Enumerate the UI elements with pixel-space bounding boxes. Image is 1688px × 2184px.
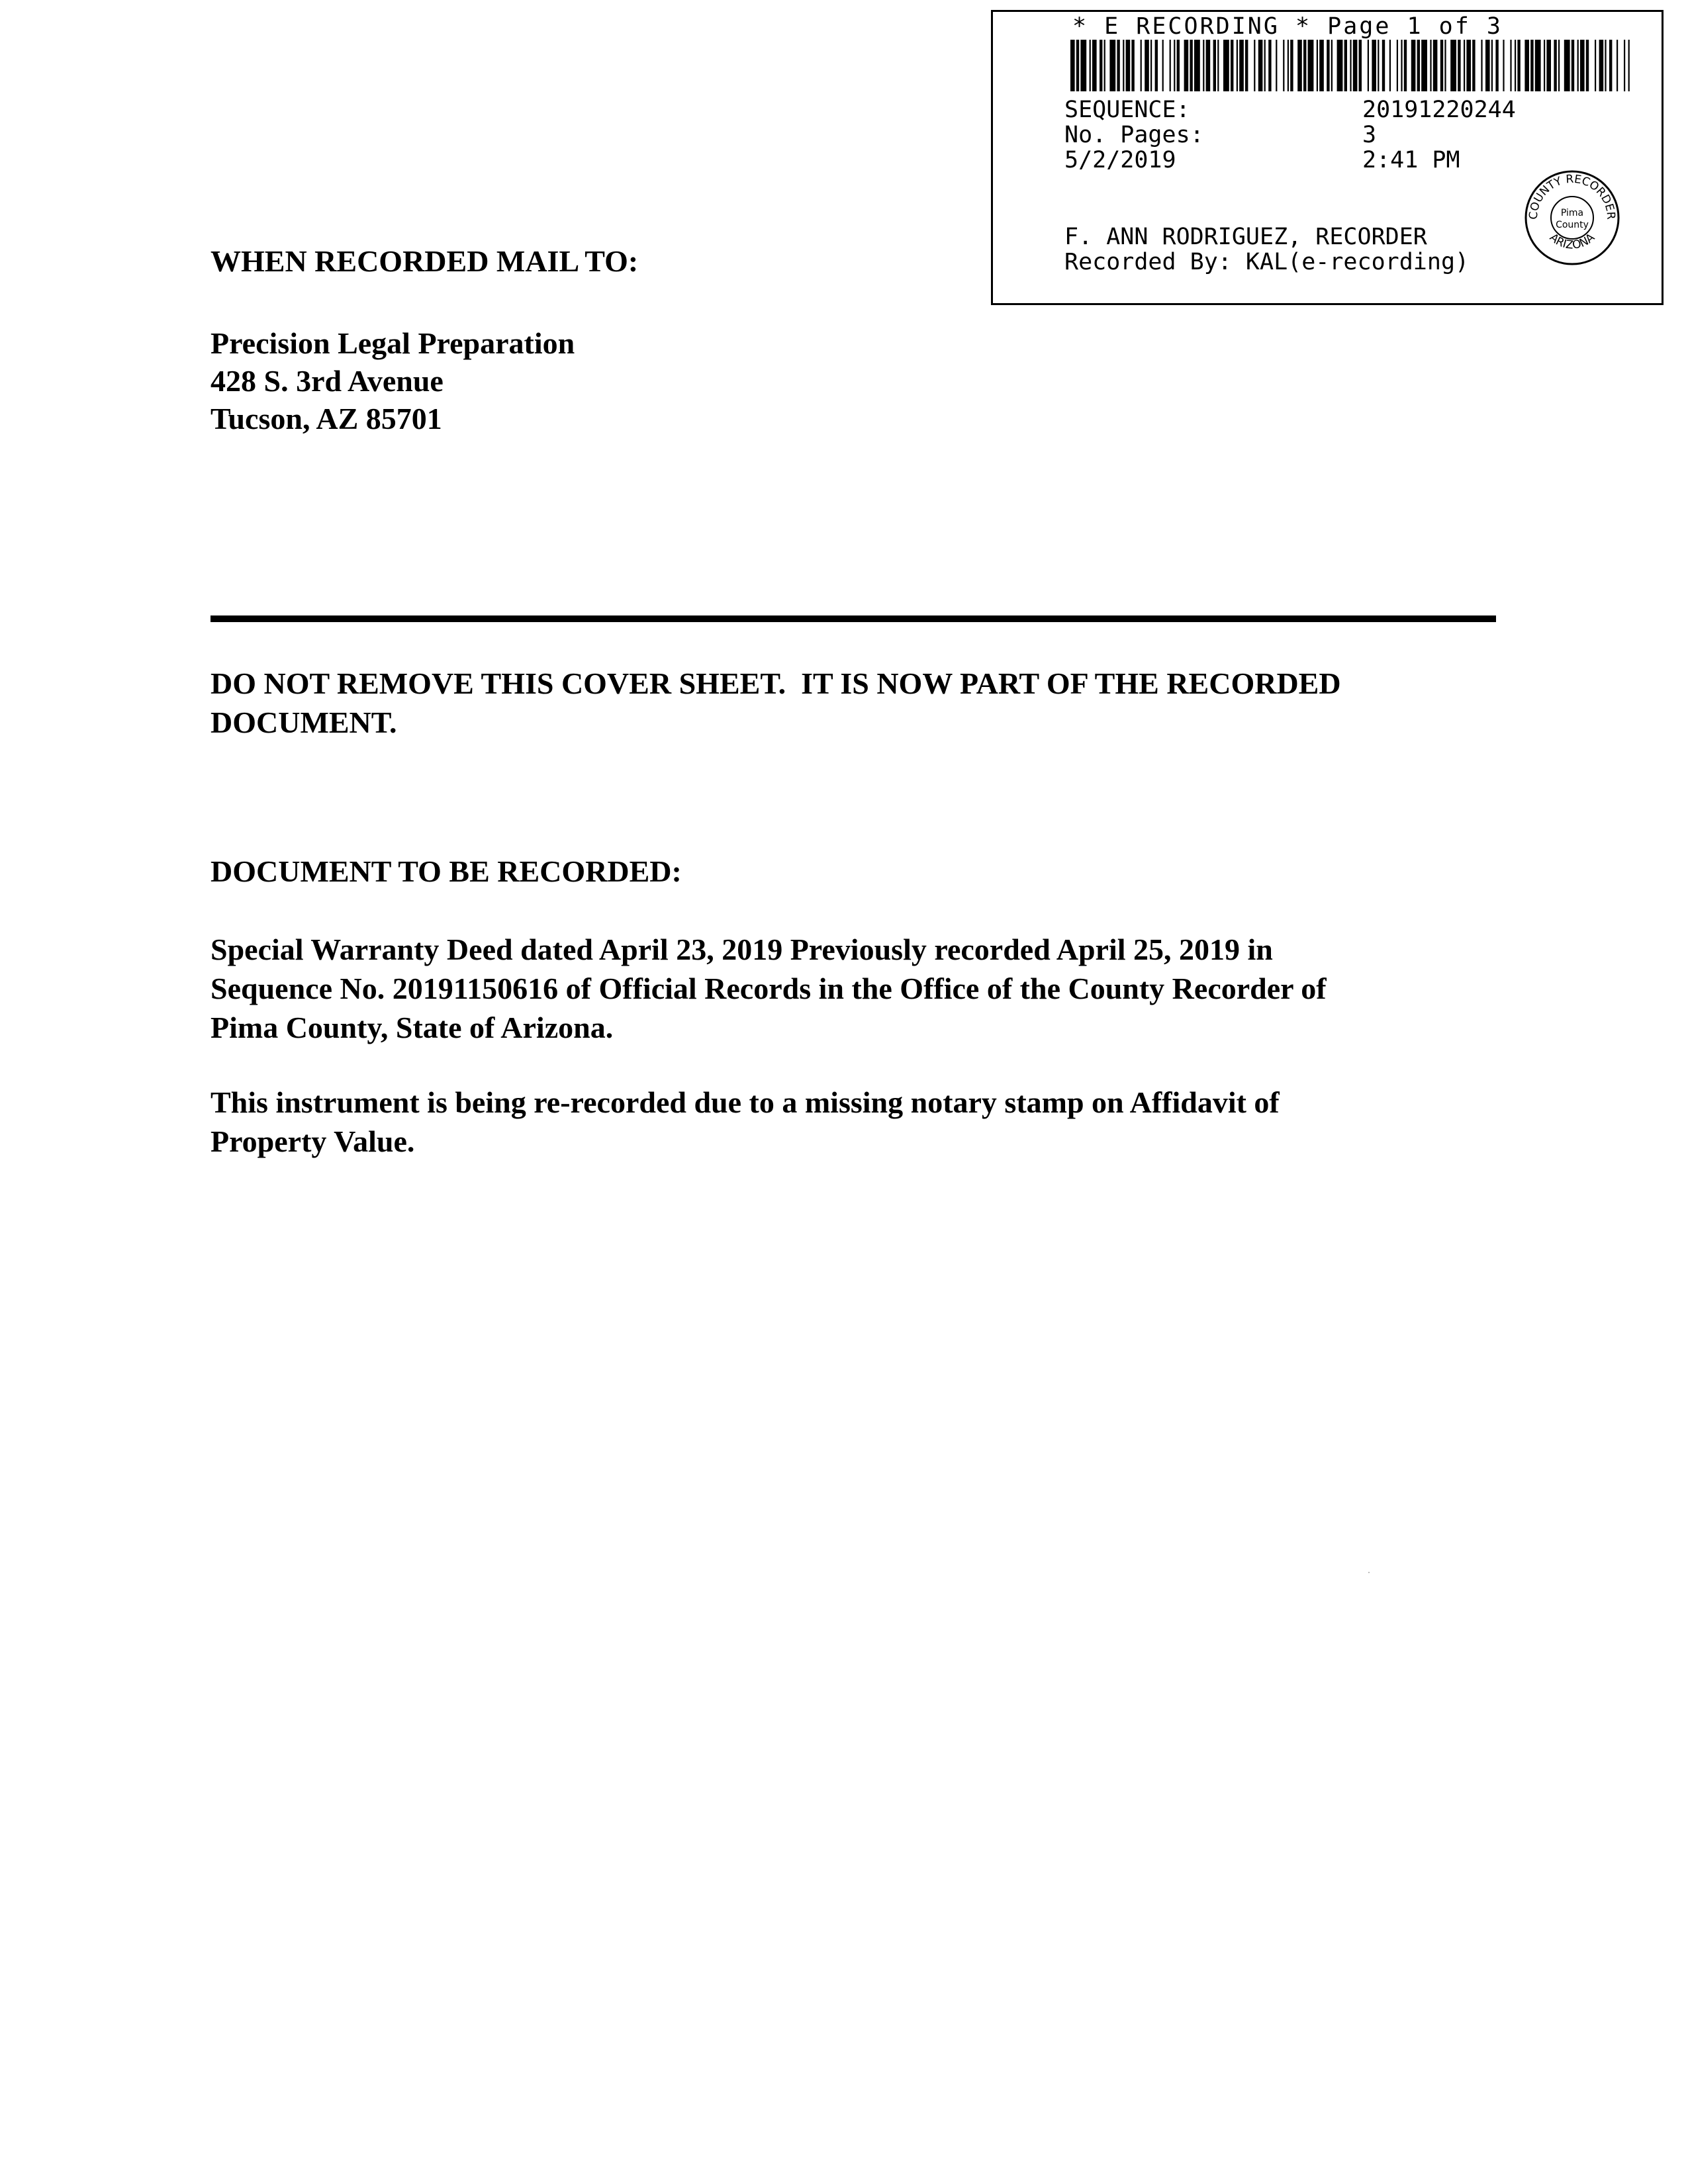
barcode-bar	[1090, 40, 1091, 91]
seal-top-text: COUNTY RECORDER	[1526, 172, 1618, 220]
barcode-bar	[1217, 40, 1219, 91]
warning-line: DO NOT REMOVE THIS COVER SHEET. IT IS NOW PART OF THE RECORDED	[211, 666, 1341, 700]
warning-line: DOCUMENT.	[211, 705, 397, 739]
recording-stamp	[991, 10, 1664, 305]
barcode-bar	[1628, 40, 1630, 91]
stamp-value: 2:41 PM	[1362, 147, 1460, 173]
mail-to-heading: WHEN RECORDED MAIL TO:	[211, 244, 639, 278]
barcode-bar	[1123, 40, 1124, 91]
barcode-bar	[1564, 40, 1570, 91]
barcode-bar	[1401, 40, 1402, 91]
reason-line: This instrument is being re-recorded due to a missing notary stamp on Affidavit of	[211, 1085, 1280, 1119]
barcode-bar	[1297, 40, 1302, 91]
address-line: 428 S. 3rd Avenue	[211, 364, 444, 398]
barcode-bar	[1389, 40, 1391, 91]
barcode-bar	[1404, 40, 1407, 91]
barcode-bar	[1417, 40, 1420, 91]
barcode-bar	[1190, 40, 1192, 91]
barcode-bar	[1264, 40, 1266, 91]
barcode-bar	[1319, 40, 1324, 91]
barcode-bar	[1131, 40, 1134, 91]
barcode-bar	[1237, 40, 1238, 91]
description-line: Pima County, State of Arizona.	[211, 1011, 614, 1044]
mail-to-address	[211, 324, 575, 437]
barcode-bar	[1327, 40, 1329, 91]
barcode-bar	[1174, 40, 1175, 91]
barcode-bar	[1239, 40, 1244, 91]
barcode-bar	[1599, 40, 1604, 91]
barcode-bar	[1605, 40, 1606, 91]
barcode-bar	[1258, 40, 1263, 91]
stamp-recorded-by: Recorded By: KAL(e-recording)	[1064, 249, 1470, 275]
county-recorder-seal-icon	[1523, 168, 1622, 267]
stamp-value: 3	[1362, 122, 1377, 148]
barcode-bar	[1145, 40, 1149, 91]
barcode-bar	[1510, 40, 1511, 91]
barcode-bar	[1080, 40, 1086, 91]
barcode-bar	[1303, 40, 1306, 91]
address-line: Tucson, AZ 85701	[211, 402, 442, 435]
rerecording-reason	[211, 1083, 1501, 1161]
barcode-bar	[1382, 40, 1385, 91]
barcode-bar	[1337, 40, 1343, 91]
barcode-bar	[1203, 40, 1204, 91]
barcode-bar	[1194, 40, 1200, 91]
seal-center-line1: Pima	[1560, 208, 1584, 218]
barcode-bar	[1331, 40, 1333, 91]
barcode-bar	[1624, 40, 1625, 91]
scan-speck	[1368, 1572, 1370, 1573]
barcode-bar	[1558, 40, 1560, 91]
barcode-bar	[1515, 40, 1516, 91]
barcode-bar	[1544, 40, 1545, 91]
barcode-bar	[1177, 40, 1180, 91]
barcode-bar	[1283, 40, 1284, 91]
barcode-bar	[1495, 40, 1498, 91]
barcode-bar	[1254, 40, 1255, 91]
description-line: Sequence No. 20191150616 of Official Records in the Office of the County Recorder of	[211, 972, 1327, 1005]
stamp-row-datetime	[1064, 147, 1460, 173]
barcode-bar	[1617, 40, 1618, 91]
barcode-bar	[1092, 40, 1097, 91]
barcode-bar	[1155, 40, 1158, 91]
barcode-bar	[1503, 40, 1504, 91]
document-description	[211, 930, 1501, 1047]
barcode-bar	[1464, 40, 1465, 91]
barcode-bar	[1472, 40, 1475, 91]
barcode-bar	[1485, 40, 1490, 91]
seal-center-line2: County	[1556, 220, 1589, 230]
barcode-bar	[1109, 40, 1115, 91]
stamp-row-pages	[1064, 122, 1377, 148]
barcode-bar	[1491, 40, 1493, 91]
barcode-bar	[1245, 40, 1248, 91]
barcode-bar	[1440, 40, 1443, 91]
barcode-bar	[1141, 40, 1142, 91]
description-line: Special Warranty Deed dated April 23, 2019 Previously recorded April 25, 2019 in	[211, 933, 1273, 966]
horizontal-rule	[211, 615, 1496, 622]
stamp-row-sequence	[1064, 97, 1516, 123]
barcode-bar	[1580, 40, 1585, 91]
barcode-bar	[1586, 40, 1589, 91]
barcode-bar	[1231, 40, 1233, 91]
barcode-bar	[1308, 40, 1314, 91]
seal-bottom-text: ARIZONA	[1546, 231, 1598, 252]
barcode-bar	[1535, 40, 1541, 91]
barcode-bar	[1397, 40, 1398, 91]
barcode-bar	[1162, 40, 1164, 91]
barcode-bar	[1359, 40, 1362, 91]
barcode-bar	[1378, 40, 1379, 91]
barcode-bar	[1530, 40, 1533, 91]
barcode-bar	[1206, 40, 1211, 91]
barcode-bar	[1458, 40, 1460, 91]
barcode-bar	[1368, 40, 1369, 91]
reason-line: Property Value.	[211, 1124, 415, 1158]
stamp-label: No. Pages:	[1064, 122, 1204, 148]
barcode-bar	[1353, 40, 1358, 91]
barcode-bar	[1595, 40, 1596, 91]
barcode-bar	[1350, 40, 1351, 91]
stamp-header: * E RECORDING * Page 1 of 3	[1072, 13, 1503, 40]
barcode-bar	[1317, 40, 1318, 91]
barcode-bar	[1290, 40, 1293, 91]
stamp-value: 20191220244	[1362, 97, 1516, 123]
barcode-bar	[1554, 40, 1556, 91]
address-line: Precision Legal Preparation	[211, 326, 575, 360]
barcode-bar	[1223, 40, 1229, 91]
barcode-bar	[1411, 40, 1416, 91]
barcode-bar	[1268, 40, 1271, 91]
barcode-bar	[1609, 40, 1612, 91]
stamp-recorder: F. ANN RODRIGUEZ, RECORDER	[1064, 224, 1427, 250]
barcode-bar	[1466, 40, 1471, 91]
barcode-bar	[1344, 40, 1347, 91]
barcode-bar	[1433, 40, 1438, 91]
barcode-bar	[1276, 40, 1277, 91]
barcode-bar	[1524, 40, 1529, 91]
barcode-bar	[1117, 40, 1119, 91]
barcode-bar	[1070, 40, 1075, 91]
barcode-bar	[1450, 40, 1456, 91]
barcode-bar	[1430, 40, 1431, 91]
barcode-bar	[1546, 40, 1551, 91]
barcode	[1070, 40, 1630, 91]
barcode-bar	[1571, 40, 1574, 91]
barcode-bar	[1170, 40, 1171, 91]
cover-sheet-warning	[211, 664, 1501, 742]
barcode-bar	[1076, 40, 1079, 91]
stamp-label: SEQUENCE:	[1064, 97, 1190, 123]
barcode-bar	[1444, 40, 1446, 91]
barcode-bar	[1288, 40, 1289, 91]
barcode-bar	[1213, 40, 1216, 91]
barcode-bar	[1421, 40, 1427, 91]
stamp-label: 5/2/2019	[1064, 147, 1176, 173]
barcode-bar	[1150, 40, 1152, 91]
document-heading: DOCUMENT TO BE RECORDED:	[211, 854, 682, 888]
barcode-bar	[1517, 40, 1520, 91]
barcode-bar	[1481, 40, 1482, 91]
barcode-bar	[1126, 40, 1131, 91]
barcode-bar	[1577, 40, 1579, 91]
barcode-bar	[1184, 40, 1189, 91]
barcode-bar	[1104, 40, 1105, 91]
barcode-bar	[1372, 40, 1376, 91]
barcode-bar	[1100, 40, 1102, 91]
